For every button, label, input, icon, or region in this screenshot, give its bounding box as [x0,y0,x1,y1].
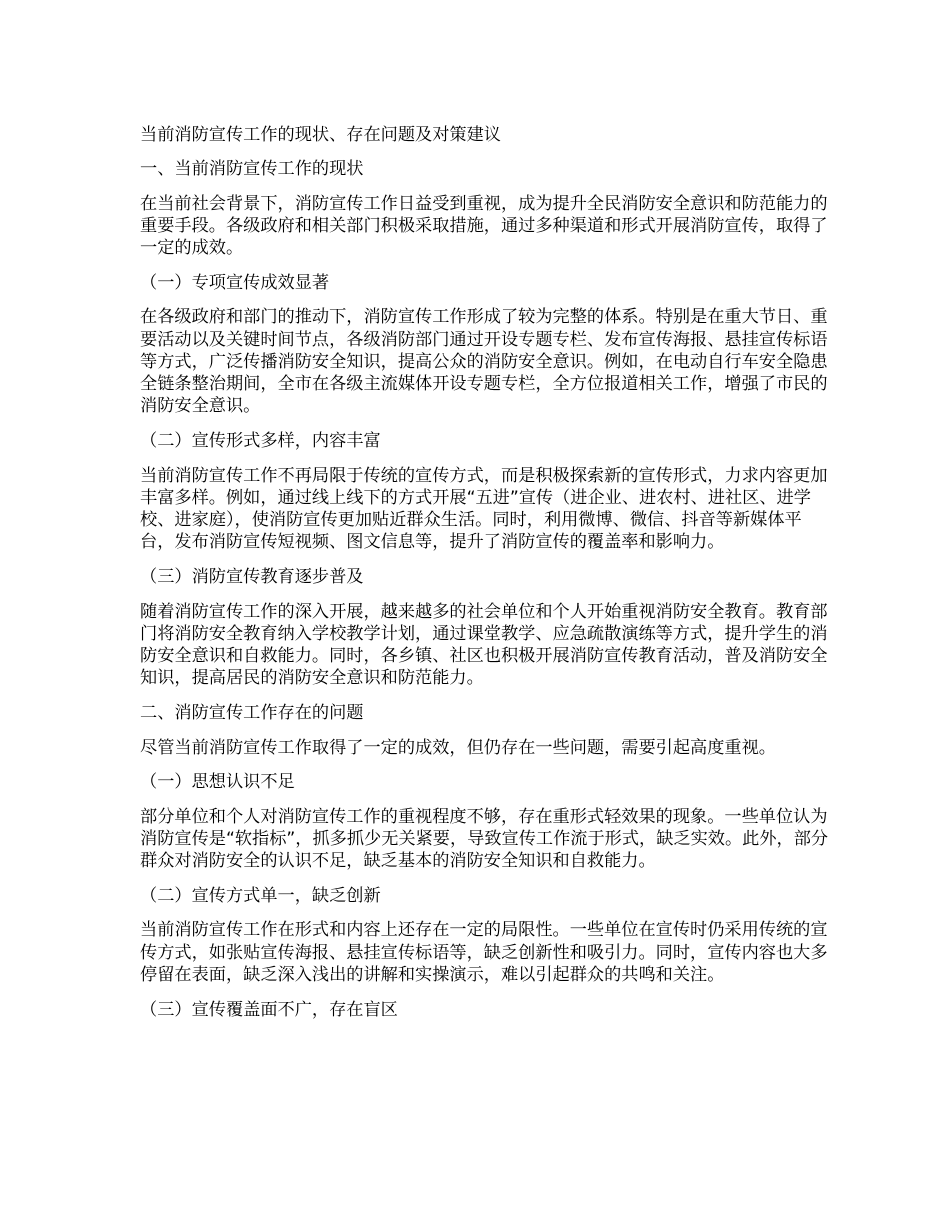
section-1-sub-2-heading: （二）宣传形式多样，内容丰富 [140,431,381,452]
document-title: 当前消防宣传工作的现状、存在问题及对策建议 [140,125,501,145]
section-2-sub-1-text: 部分单位和个人对消防宣传工作的重视程度不够，存在重形式轻效果的现象。一些单位认为消防宣传是“软指标”，抓多抓少无关紧要，导致宣传工作流于形式，缺乏实效。此外，部分群众对消防安全的认识不足，缺乏基本的消防安全知识和自救能力。 [140,806,829,872]
section-2-sub-2-text: 当前消防宣传工作在形式和内容上还存在一定的局限性。一些单位在宣传时仍采用传统的宣传方式，如张贴宣传海报、悬挂宣传标语等，缺乏创新性和吸引力。同时，宣传内容也大多停留在表面，缺乏深入浅出的讲解和实操演示，难以引起群众的共鸣和关注。 [140,920,828,985]
section-1-sub-1-heading: （一）专项宣传成效显著 [140,272,330,293]
section-1-sub-3-heading: （三）消防宣传教育逐步普及 [140,567,364,588]
section-2-intro: 尽管当前消防宣传工作取得了一定的成效，但仍存在一些问题，需要引起高度重视。 [140,737,776,758]
section-2-sub-1-heading: （一）思想认识不足 [140,772,295,793]
section-2-heading: 二、消防宣传工作存在的问题 [140,703,364,724]
section-1-heading: 一、当前消防宣传工作的现状 [140,159,364,180]
section-1-sub-2-text: 当前消防宣传工作不再局限于传统的宣传方式，而是积极探索新的宣传形式，力求内容更加丰富多样。例如，通过线上线下的方式开展“五进”宣传（进企业、进农村、进社区、进学校、进家庭），使消防宣传更加贴近群众生活。同时，利用微博、微信、抖音等新媒体平台，发布消防宣传短视频、图文信息等，提升了消防宣传的覆盖率和影响力。 [140,465,828,553]
section-2-sub-2-heading: （二）宣传方式单一，缺乏创新 [140,886,381,907]
section-2-sub-3-heading: （三）宣传覆盖面不广，存在盲区 [140,999,398,1020]
section-1-sub-3-text: 随着消防宣传工作的深入开展，越来越多的社会单位和个人开始重视消防安全教育。教育部门将消防安全教育纳入学校教学计划，通过课堂教学、应急疏散演练等方式，提升学生的消防安全意识和自救能力。同时，各乡镇、社区也积极开展消防宣传教育活动，普及消防安全知识，提高居民的消防安全意识和防范能力。 [140,601,828,689]
section-1-sub-1-text: 在各级政府和部门的推动下，消防宣传工作形成了较为完整的体系。特别是在重大节日、重要活动以及关键时间节点，各级消防部门通过开设专题专栏、发布宣传海报、悬挂宣传标语等方式，广泛传播消防安全知识，提高公众的消防安全意识。例如，在电动自行车安全隐患全链条整治期间，全市在各级主流媒体开设专题专栏，全方位报道相关工作，增强了市民的消防安全意识。 [140,307,828,417]
document-page [140,124,830,1033]
section-1-intro: 在当前社会背景下，消防宣传工作日益受到重视，成为提升全民消防安全意识和防范能力的重要手段。各级政府和相关部门积极采取措施，通过多种渠道和形式开展消防宣传，取得了一定的成效。 [140,193,828,259]
